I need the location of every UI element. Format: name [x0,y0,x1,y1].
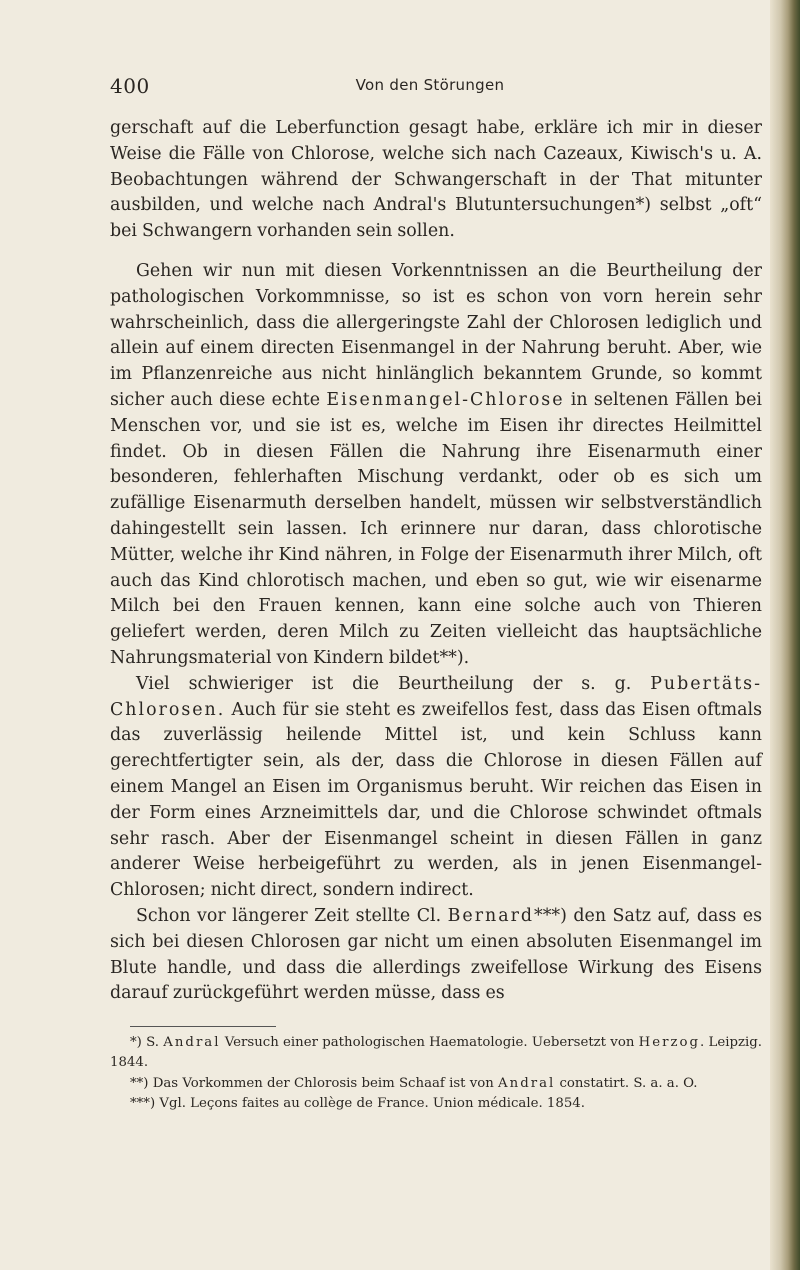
footnote-1 [110,1033,762,1074]
page-number: 400 [110,74,150,98]
paragraph-2-text-a: Gehen wir nun mit diesen Vorkenntnissen an die Beurtheilung der pathologischen Vorkommnisse, so ist es schon von vorn herein sehr wahrscheinlich, dass die allergeringste Zahl der Chlorosen lediglich und allein auf einem directen Eisenmangel in der Nahrung beruht. Aber, wie im Pflanzenreiche aus nicht hinlänglich bekanntem Grunde, so kommt sicher auch diese echte [110,260,762,410]
paragraph-4-text-a: Schon vor längerer Zeit stellte Cl. [136,905,448,926]
book-binding-edge [770,0,800,1270]
body-text [110,116,762,1007]
footnote-1-name-herzog: Herzog [638,1035,701,1050]
running-title: Von den Störungen [355,76,505,94]
footnote-2-name-andral: Andral [498,1075,556,1091]
footnote-1-text-a: *) S. [130,1035,164,1050]
paragraph-4-text-b: ***) den Satz auf, dass es sich bei diesen Chlorosen gar nicht um einen absoluten Eisenmangel im Blute handle, und dass die allerdings zweifellose Wirkung des Eisens darauf zurückgeführt werden müsse, dass es [110,905,762,1004]
paragraph-2-text-b: in seltenen Fällen bei Menschen vor, und sie ist es, welche im Eisen ihr directes Heilmittel findet. Ob in diesen Fällen die Nahrung ihre Eisenarmuth einer besonderen, fehlerhaften Mischung verdankt, oder ob es sich um zufällige Eisenarmuth derselben handelt, müssen wir selbstverständlich dahingestellt sein lassen. Ich erinnere nur daran, dass chlorotische Mütter, welche ihr Kind nähren, in Folge der Eisenarmuth ihrer Milch, oft auch das Kind chlorotisch machen, und eben so gut, wie wir eisenarme Milch bei den Frauen kennen, kann eine solche auch von Thieren geliefert werden, deren Milch zu Zeiten vielleicht das hauptsächliche Nahrungsmaterial von Kindern bildet**). [110,389,762,668]
paragraph-2 [110,259,762,672]
footnote-3: ***) Vgl. Leçons faites au collège de France. Union médicale. 1854. [130,1095,585,1111]
paragraph-1: gerschaft auf die Leberfunction gesagt habe, erkläre ich mir in dieser Weise die Fälle von Chlorose, welche sich nach Cazeaux, Kiwisch's u. A. Beobachtungen während der Schwangerschaft in der That mitunter ausbilden, und welche nach Andral's Blutuntersuchungen*) selbst „oft“ bei Schwangern vorhanden sein sollen. [110,118,762,242]
footnote-2-text-b: constatirt. S. a. a. O. [555,1075,698,1091]
paragraph-4 [110,904,762,1007]
footnote-2 [110,1074,762,1094]
paragraph-3-text-b: Auch für sie steht es zweifellos fest, dass das Eisen oftmals das zuverlässig heilende Mittel ist, und kein Schluss kann gerechtfertigter sein, als der, dass die Chlorose in diesen Fällen auf einem Mangel an Eisen im Organismus beruht. Wir reichen das Eisen in der Form eines Arzneimittels dar, und die Chlorose schwindet oftmals sehr rasch. Aber der Eisenmangel scheint in diesen Fällen in ganz anderer Weise herbeigeführt zu werden, als in jenen Eisenmangel-Chlorosen; nicht direct, sondern indirect. [110,699,762,901]
footnotes [110,1033,762,1114]
spaced-name-bernard: Bernard [447,905,535,926]
footnote-2-text-a: **) Das Vorkommen der Chlorosis beim Schaaf ist von [130,1075,499,1091]
spaced-term-eisenmangel-chlorose: Eisenmangel-Chlorose [326,389,565,410]
footnote-1-name-andral: Andral [163,1035,221,1050]
footnote-1-text-b: Versuch einer pathologischen Haematologie. Uebersetzt von [220,1035,639,1050]
paragraph-3 [110,672,762,904]
footnote-1-text-c: . Leipzig. 1844. [110,1035,762,1071]
page-header [110,74,750,104]
paragraph-3-text-a: Viel schwieriger ist die Beurtheilung der s. g. [136,673,651,694]
footnote-rule [130,1026,276,1027]
spaced-term-pubertaets-chlorosen: Pubertäts-Chlorosen. [110,673,762,720]
